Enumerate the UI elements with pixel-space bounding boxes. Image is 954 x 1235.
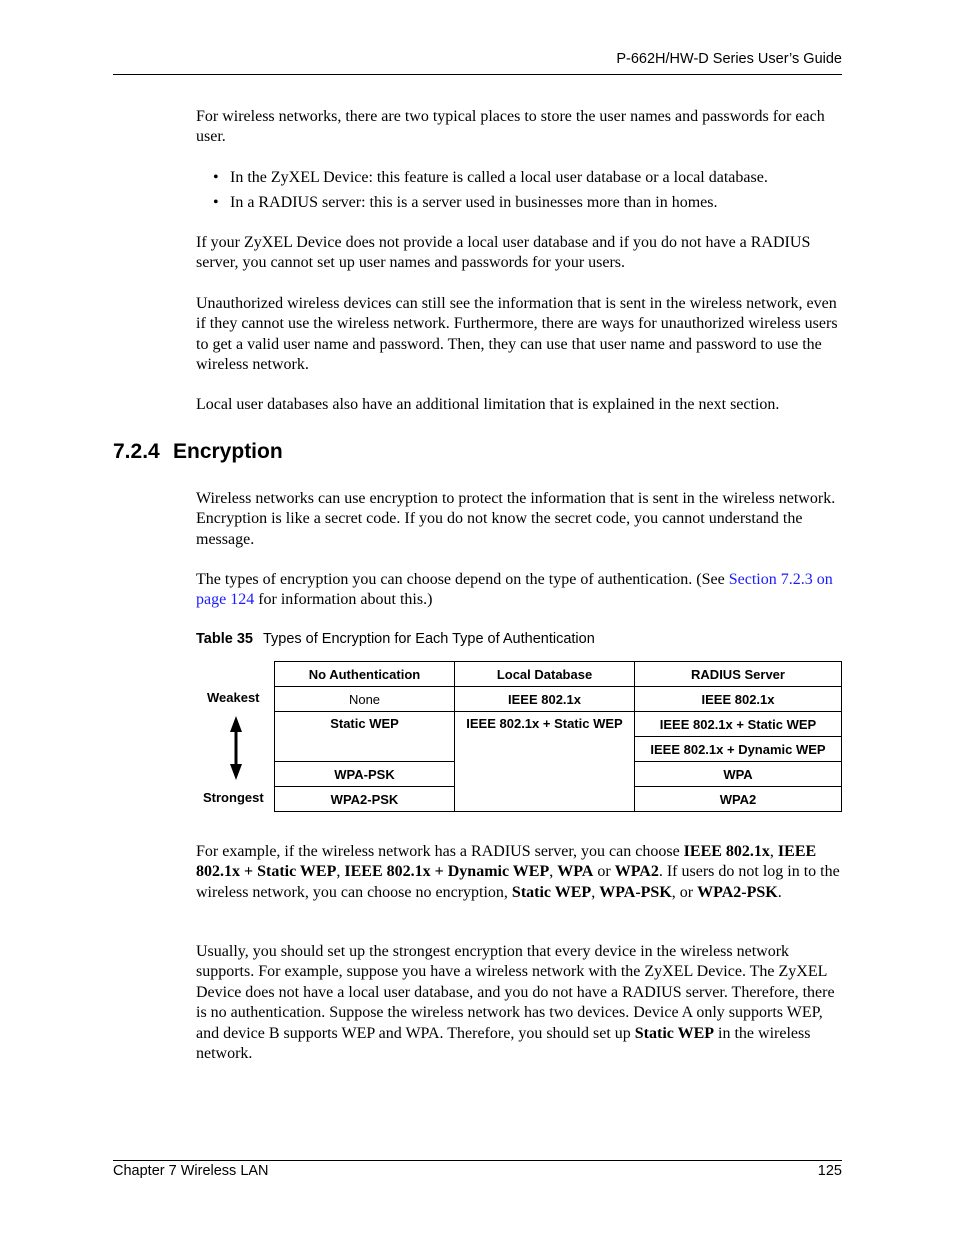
paragraph-text: For wireless networks, there are two typical places to store the user names and passwords for each user. [196, 108, 825, 146]
section-heading [113, 440, 283, 464]
paragraph-text [196, 570, 842, 611]
footer-page-number: 125 [817, 1163, 842, 1179]
paragraph-unauthorized [196, 294, 842, 376]
list-item-text: In a RADIUS server: this is a server used in businesses more than in homes. [230, 194, 718, 211]
text-run: For example, if the wireless network has a RADIUS server, you can choose [196, 843, 684, 860]
column-header: No Authentication [275, 662, 455, 687]
paragraph-text [196, 842, 842, 903]
bullet-list [213, 168, 843, 218]
text-run: The types of encryption you can choose depend on the type of authentication. (See [196, 571, 729, 588]
text-run: , or [671, 883, 698, 901]
bold-term: IEEE 802.1x + Static WEP [196, 843, 817, 881]
bold-term: Static WEP [634, 1024, 715, 1042]
bold-term: IEEE 802.1x [683, 843, 770, 860]
text-run: for information about this.) [254, 591, 433, 609]
table-cell: WPA2-PSK [275, 787, 455, 812]
text-run: , [591, 883, 600, 901]
text-run: , [769, 843, 778, 860]
table-cell: IEEE 802.1x + Dynamic WEP [635, 737, 842, 762]
table-cell: None [275, 687, 455, 712]
bullet-icon: • [213, 194, 219, 211]
table-cell: WPA [635, 762, 842, 787]
paragraph-storage-intro [196, 107, 842, 148]
list-item-text: In the ZyXEL Device: this feature is called a local user database or a local database. [230, 169, 768, 186]
bold-term: WPA-PSK [599, 883, 672, 901]
table-cell: IEEE 802.1x + Static WEP [455, 712, 635, 812]
section-title: Encryption [173, 440, 283, 463]
paragraph-limitation [196, 395, 842, 415]
table-cell: IEEE 802.1x [635, 687, 842, 712]
table-row [275, 687, 842, 712]
footer-chapter: Chapter 7 Wireless LAN [113, 1163, 269, 1179]
table-cell: WPA-PSK [275, 762, 455, 787]
table-cell: IEEE 802.1x + Static WEP [635, 712, 842, 737]
paragraph-text: If your ZyXEL Device does not provide a local user database and if you do not have a RADIUS server, you cannot set up user names and passwords for your users. [196, 234, 811, 272]
text-run: or [593, 863, 615, 881]
paragraph-example [196, 842, 842, 903]
table-cell: WPA2 [635, 787, 842, 812]
text-run: in the wireless network. [196, 1024, 811, 1063]
table-caption [196, 631, 595, 647]
weakest-label: Weakest [207, 690, 260, 705]
bold-term: WPA2 [614, 863, 659, 881]
paragraph-encryption-types [196, 570, 842, 611]
table-header-row [275, 662, 842, 687]
paragraph-encryption-intro [196, 489, 842, 550]
text-run: Usually, you should set up the strongest encryption that every device in the wireless network supports. For example, suppose you have a wireless network with the ZyXEL Device. The ZyXEL Device does not have a local user database, and you do not have a RADIUS server. Therefore, there is no authentication. Suppose the wireless network has two devices. Device A only supports WEP, and device B supports WEP and WPA. Therefore, you should set up [196, 943, 835, 1042]
page-footer [113, 1160, 842, 1179]
strongest-label: Strongest [203, 790, 264, 805]
bold-term: WPA2-PSK [697, 883, 778, 901]
list-item [213, 193, 843, 213]
paragraph-no-database [196, 233, 842, 274]
table-row [275, 712, 842, 737]
section-link[interactable]: Section 7.2.3 on page 124 [196, 571, 833, 609]
bold-term: Static WEP [511, 883, 592, 901]
paragraph-text: Wireless networks can use encryption to protect the information that is sent in the wireless network. Encryption is like a secret code. If you do not know the secret code, you cannot understand the message. [196, 490, 836, 548]
column-header: RADIUS Server [635, 662, 842, 687]
encryption-table [274, 661, 842, 812]
text-run: . [777, 883, 782, 901]
paragraph-text: Local user databases also have an additional limitation that is explained in the next section. [196, 396, 780, 413]
column-header: Local Database [455, 662, 635, 687]
table-cell: Static WEP [275, 712, 455, 762]
header-title: P-662H/HW-D Series User’s Guide [616, 51, 842, 67]
page-header [113, 50, 842, 75]
paragraph-text [196, 942, 842, 1064]
text-run: . If users do not log in to the wireless network, you can choose no encryption, [196, 863, 840, 901]
list-item [213, 168, 843, 188]
paragraph-text: Unauthorized wireless devices can still see the information that is sent in the wireless network, even if they cannot use the wireless network. Furthermore, there are ways for unauthorized wireless users to get a valid user name and password. Then, they can use that user name and password to use the wireless network. [196, 295, 838, 374]
strength-arrow-icon [228, 716, 244, 780]
bold-term: WPA [557, 863, 594, 881]
section-number: 7.2.4 [113, 440, 160, 463]
table-caption-text: Types of Encryption for Each Type of Authentication [262, 631, 595, 647]
bold-term: IEEE 802.1x + Dynamic WEP [344, 863, 550, 881]
table-cell: IEEE 802.1x [455, 687, 635, 712]
paragraph-recommendation [196, 942, 842, 1064]
text-run: , [336, 863, 345, 881]
text-run: , [549, 863, 558, 881]
table-caption-label: Table 35 [196, 631, 253, 647]
bullet-icon: • [213, 169, 219, 186]
